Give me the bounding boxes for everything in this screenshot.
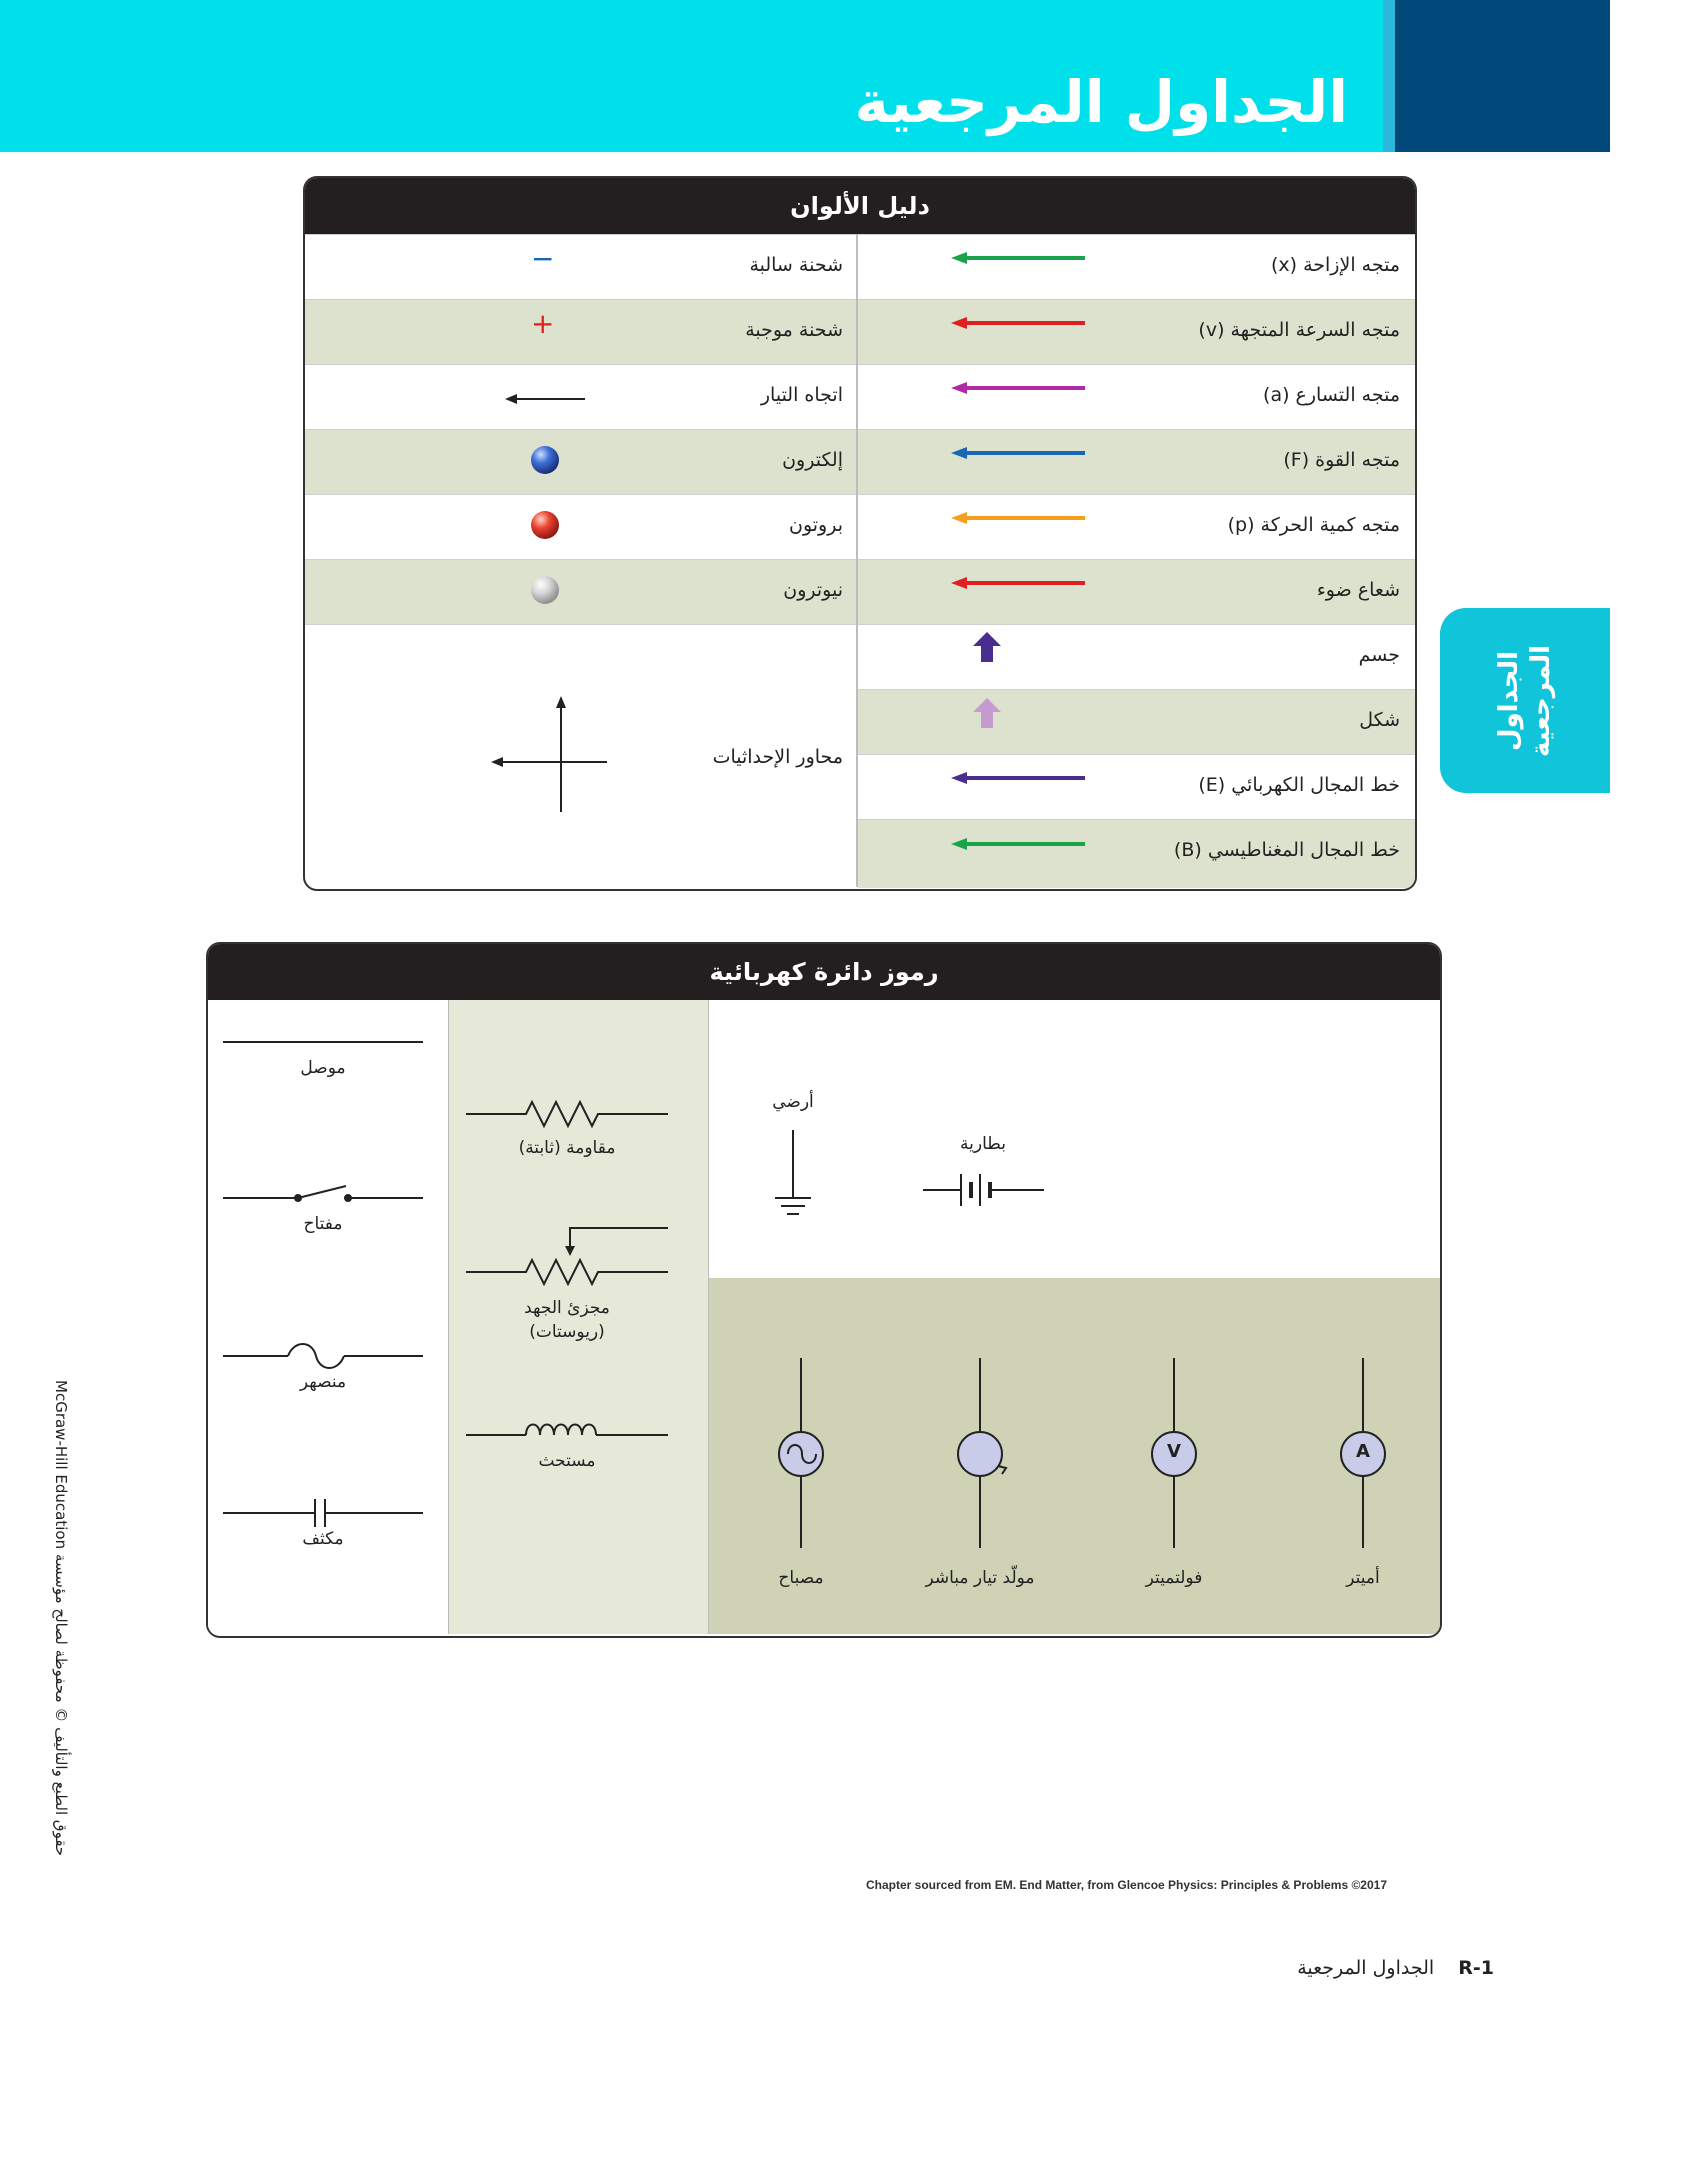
positive-charge-icon: +: [531, 307, 555, 340]
switch-icon: [223, 1186, 423, 1201]
vector-label: متجه السرعة المتجهة (v): [1198, 319, 1400, 341]
vector-label: متجه التسارع (a): [1263, 384, 1400, 406]
circuit-symbols-table: [206, 942, 1442, 1638]
particle-label: شحنة موجبة: [745, 319, 843, 341]
electric-field-arrow-icon: [951, 772, 1085, 784]
particle-label: إلكترون: [782, 449, 843, 471]
acceleration-arrow-icon: [951, 382, 1085, 394]
header-dark-block: [1395, 0, 1610, 152]
neutron-icon: [531, 576, 559, 604]
negative-charge-icon: −: [531, 242, 555, 275]
lamp-label: مصباح: [778, 1568, 824, 1588]
coordinate-axes-icon: [491, 696, 607, 812]
vector-label: متجه كمية الحركة (p): [1227, 514, 1400, 536]
momentum-arrow-icon: [951, 512, 1085, 524]
voltmeter-letter: V: [1167, 1441, 1181, 1462]
rheostat-label: مجزئ الجهد: [524, 1298, 610, 1318]
rheostat-icon: [466, 1228, 668, 1284]
particle-label: نيوترون: [783, 579, 843, 601]
color-guide-table: [303, 176, 1417, 891]
particle-label: اتجاه التيار: [760, 384, 843, 406]
circuit-symbols-title: رموز دائرة كهربائية: [208, 944, 1440, 1000]
circuit-symbols-body: [208, 1000, 1440, 1634]
capacitor-icon: [223, 1499, 423, 1527]
particle-label: محاور الإحداثيات: [712, 746, 843, 768]
capacitor-label: مكثف: [302, 1529, 344, 1549]
proton-icon: [531, 511, 559, 539]
inductor-icon: [466, 1425, 668, 1436]
voltmeter-label: فولتميتر: [1145, 1568, 1203, 1588]
object-arrow-icon: [973, 632, 1001, 662]
page-title: الجداول المرجعية: [854, 68, 1348, 136]
dc-generator-label: مولّد تيار مباشر: [925, 1568, 1035, 1588]
copyright-credit: McGraw-Hill Education حقوق الطبع والتأليف © محفوظة لصالح مؤسسة: [52, 1380, 70, 1857]
ground-label: أرضي: [772, 1092, 814, 1112]
particle-label: بروتون: [788, 514, 843, 536]
header-divider: [1383, 0, 1395, 152]
force-arrow-icon: [951, 447, 1085, 459]
ground-icon: [775, 1130, 811, 1214]
rheostat-label-2: (ريوستات): [529, 1322, 605, 1342]
switch-label: مفتاح: [303, 1214, 343, 1234]
resistor-icon: [466, 1102, 668, 1126]
ammeter-label: أميتر: [1346, 1568, 1380, 1588]
footer-section: الجداول المرجعية: [1297, 1957, 1435, 1979]
vector-label: شكل: [1359, 709, 1400, 731]
wire-label: موصل: [300, 1058, 346, 1078]
ammeter-letter: A: [1356, 1441, 1370, 1462]
current-direction-arrow-icon: [505, 394, 585, 404]
particle-symbols: [305, 234, 858, 887]
displacement-arrow-icon: [951, 252, 1085, 264]
vector-arrows: [935, 234, 1095, 887]
fuse-icon: [223, 1344, 423, 1368]
vector-label: خط المجال الكهربائي (E): [1198, 774, 1400, 796]
light-ray-arrow-icon: [951, 577, 1085, 589]
dc-generator-icon: [958, 1358, 1006, 1548]
vector-label: شعاع ضوء: [1316, 579, 1400, 601]
particle-label: شحنة سالبة: [749, 254, 843, 276]
side-tab-label: الجداول المرجعية: [1494, 644, 1556, 757]
battery-icon: [923, 1174, 1044, 1206]
color-guide-body: [305, 234, 1415, 887]
lamp-icon: [779, 1358, 823, 1548]
vector-label: متجه الإزاحة (x): [1270, 254, 1400, 276]
inductor-label: مستحث: [538, 1451, 596, 1471]
page-footer: [1297, 1957, 1494, 1979]
image-arrow-icon: [973, 698, 1001, 728]
vector-label: جسم: [1358, 644, 1400, 666]
vector-label: متجه القوة (F): [1283, 449, 1400, 471]
resistor-label: مقاومة (ثابتة): [518, 1138, 616, 1158]
vector-label: خط المجال المغناطيسي (B): [1173, 839, 1400, 861]
color-guide-title: دليل الألوان: [305, 178, 1415, 234]
magnetic-field-arrow-icon: [951, 838, 1085, 850]
velocity-arrow-icon: [951, 317, 1085, 329]
page-number: R-1: [1458, 1957, 1494, 1979]
battery-label: بطارية: [960, 1134, 1006, 1154]
source-note: Chapter sourced from EM. End Matter, from Glencoe Physics: Principles & Problems ©2017: [866, 1878, 1387, 1892]
fuse-label: منصهر: [299, 1372, 347, 1392]
side-tab: [1440, 608, 1610, 793]
electron-icon: [531, 446, 559, 474]
